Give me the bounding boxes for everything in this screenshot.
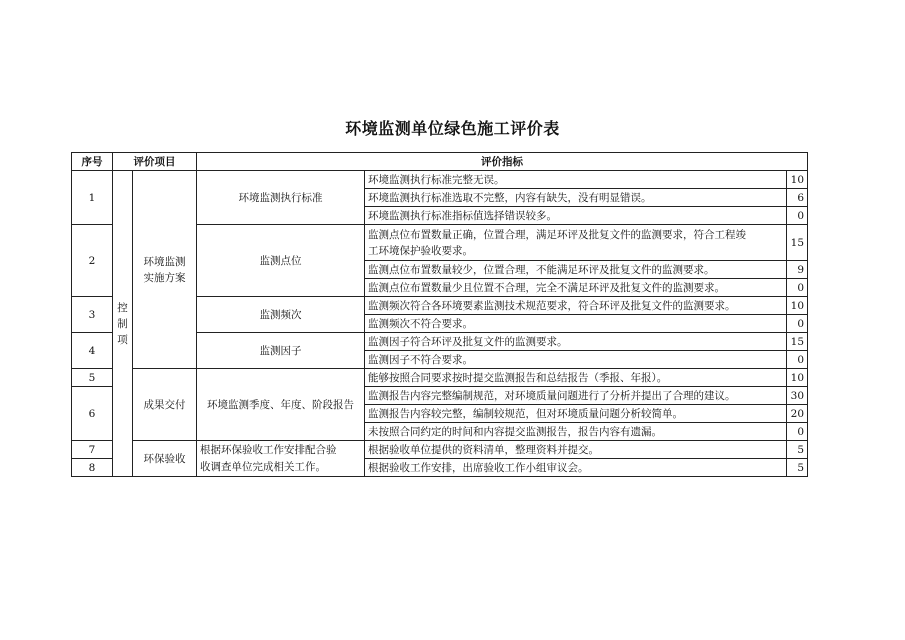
row-no: 3 bbox=[72, 297, 113, 333]
score-cell: 6 bbox=[787, 189, 808, 207]
score-cell: 15 bbox=[787, 225, 808, 261]
table-row bbox=[72, 171, 808, 189]
indicator-cell: 环境监测执行标准完整无误。 bbox=[365, 171, 787, 189]
indicator-cell: 根据验收工作安排，出席验收工作小组审议会。 bbox=[365, 459, 787, 477]
row-no: 7 bbox=[72, 441, 113, 459]
indicator-cell: 能够按照合同要求按时提交监测报告和总结报告（季报、年报）。 bbox=[365, 369, 787, 387]
evaluation-table bbox=[71, 152, 808, 477]
score-cell: 5 bbox=[787, 459, 808, 477]
subitem-points: 监测点位 bbox=[197, 225, 365, 297]
score-cell: 0 bbox=[787, 351, 808, 369]
indicator-cell: 监测点位布置数量正确，位置合理，满足环评及批复文件的监测要求，符合工程竣 工环境保护验收要求。 bbox=[365, 225, 787, 261]
page-title: 环境监测单位绿色施工评价表 bbox=[345, 119, 560, 138]
score-cell: 10 bbox=[787, 369, 808, 387]
indicator-cell: 根据验收单位提供的资料清单，整理资料并提交。 bbox=[365, 441, 787, 459]
indicator-cell: 监测点位布置数量较少，位置合理，不能满足环评及批复文件的监测要求。 bbox=[365, 261, 787, 279]
subitem-standard: 环境监测执行标准 bbox=[197, 171, 365, 225]
indicator-cell: 监测点位布置数量少且位置不合理，完全不满足环评及批复文件的监测要求。 bbox=[365, 279, 787, 297]
score-cell: 9 bbox=[787, 261, 808, 279]
score-cell: 10 bbox=[787, 297, 808, 315]
row-no: 2 bbox=[72, 225, 113, 297]
indicator-cell: 监测频次不符合要求。 bbox=[365, 315, 787, 333]
score-cell: 10 bbox=[787, 171, 808, 189]
subitem-factors: 监测因子 bbox=[197, 333, 365, 369]
score-cell: 0 bbox=[787, 315, 808, 333]
header-row bbox=[72, 153, 808, 171]
score-cell: 0 bbox=[787, 207, 808, 225]
header-no: 序号 bbox=[72, 153, 113, 171]
indicator-cell: 环境监测执行标准指标值选择错误较多。 bbox=[365, 207, 787, 225]
score-cell: 30 bbox=[787, 387, 808, 405]
indicator-cell: 监测因子符合环评及批复文件的监测要求。 bbox=[365, 333, 787, 351]
score-cell: 15 bbox=[787, 333, 808, 351]
header-indicator: 评价指标 bbox=[197, 153, 808, 171]
score-cell: 0 bbox=[787, 279, 808, 297]
control-item-label: 控 制 项 bbox=[113, 171, 133, 477]
group-acceptance: 环保验收 bbox=[133, 441, 197, 477]
indicator-cell: 监测报告内容完整编制规范，对环境质量问题进行了分析并提出了合理的建议。 bbox=[365, 387, 787, 405]
indicator-cell: 环境监测执行标准选取不完整，内容有缺失，没有明显错误。 bbox=[365, 189, 787, 207]
row-no: 4 bbox=[72, 333, 113, 369]
group-delivery: 成果交付 bbox=[133, 369, 197, 441]
score-cell: 0 bbox=[787, 423, 808, 441]
score-cell: 5 bbox=[787, 441, 808, 459]
subitem-reports: 环境监测季度、年度、阶段报告 bbox=[197, 369, 365, 441]
subitem-frequency: 监测频次 bbox=[197, 297, 365, 333]
table-row bbox=[72, 369, 808, 387]
subitem-acceptance: 根据环保验收工作安排配合验 收调查单位完成相关工作。 bbox=[197, 441, 365, 477]
row-no: 8 bbox=[72, 459, 113, 477]
row-no: 1 bbox=[72, 171, 113, 225]
header-item: 评价项目 bbox=[113, 153, 197, 171]
indicator-cell: 未按照合同约定的时间和内容提交监测报告，报告内容有遗漏。 bbox=[365, 423, 787, 441]
indicator-cell: 监测频次符合各环境要素监测技术规范要求，符合环评及批复文件的监测要求。 bbox=[365, 297, 787, 315]
table-row bbox=[72, 441, 808, 459]
row-no: 6 bbox=[72, 387, 113, 441]
indicator-cell: 监测报告内容较完整，编制较规范，但对环境质量问题分析较简单。 bbox=[365, 405, 787, 423]
score-cell: 20 bbox=[787, 405, 808, 423]
group-plan: 环境监测 实施方案 bbox=[133, 171, 197, 369]
row-no: 5 bbox=[72, 369, 113, 387]
indicator-cell: 监测因子不符合要求。 bbox=[365, 351, 787, 369]
